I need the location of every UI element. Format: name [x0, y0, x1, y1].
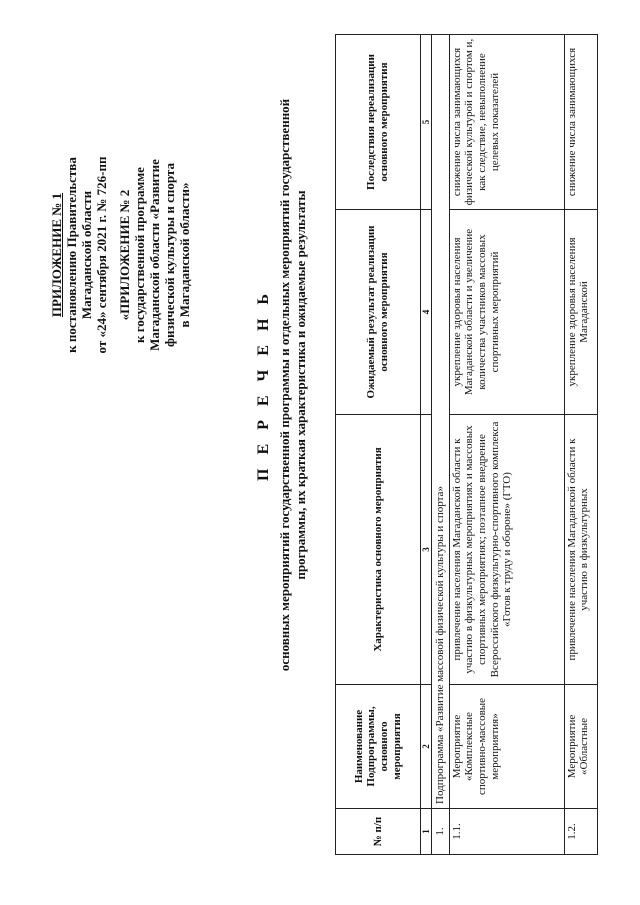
table-row	[564, 35, 597, 855]
column-number: 3	[421, 415, 432, 685]
program-line-4: в Магаданской области»	[176, 182, 192, 328]
row-result: укрепление здоровья населения Магаданской	[564, 210, 597, 415]
row-characteristic: привлечение населения Магаданской области к участию в физкультурных	[564, 415, 597, 685]
subprogram-name: Подпрограмма «Развитие массовой физической культуры и спорта»	[432, 35, 450, 809]
row-number: 1.2.	[564, 809, 597, 855]
appendix2-title: «ПРИЛОЖЕНИЕ № 2	[116, 189, 132, 321]
row-result: укрепление здоровья населения Магаданской области и увеличение количества участников массовых спортивных мероприятий	[449, 210, 564, 415]
appendix-header	[50, 35, 192, 475]
row-name: Мероприятие «Областные	[564, 685, 597, 809]
document-title: П Е Р Е Ч Е Н Ь	[255, 289, 272, 481]
header-cell-name: Наименование Подпрограммы, основного мероприятия	[336, 685, 421, 809]
measures-table	[335, 34, 598, 855]
table-header-row	[336, 35, 421, 855]
resolution-line-2: Магаданской области	[78, 190, 94, 320]
header-cell-characteristic: Характеристика основного мероприятия	[336, 415, 421, 685]
column-number: 2	[421, 685, 432, 809]
subprogram-row	[432, 35, 450, 855]
column-number: 4	[421, 210, 432, 415]
row-consequence: снижение числа занимающихся физической культурой и спортом и, как следствие, невыполнение целевых показателей	[449, 35, 564, 210]
header-cell-consequence: Последствия нереализации основного мероприятия	[336, 35, 421, 210]
document-subtitle-1: основных мероприятий государственной программы и отдельных мероприятий государственной	[277, 98, 292, 672]
column-number-row	[421, 35, 432, 855]
resolution-date: от «24» сентября 2021 г. № 726-пп	[93, 156, 109, 354]
appendix-title: ПРИЛОЖЕНИЕ № 1	[49, 192, 64, 318]
row-name: Мероприятие «Комплексные спортивно-массовые мероприятия»	[449, 685, 564, 809]
table-row	[449, 35, 564, 855]
document-title-block	[255, 15, 308, 755]
column-number: 1	[421, 809, 432, 855]
document-subtitle-2: программы, их краткая характеристика и ожидаемые результаты	[292, 190, 308, 580]
column-number: 5	[421, 35, 432, 210]
header-cell-result: Ожидаемый результат реализации основного мероприятия	[336, 210, 421, 415]
rotated-page	[20, 15, 620, 875]
program-line-2: Магаданской области «Развитие	[146, 159, 162, 351]
program-line-1: к государственной программе	[131, 167, 147, 343]
header-cell-num: № п/п	[336, 809, 421, 855]
row-characteristic: привлечение населения Магаданской области к участию в физкультурных мероприятиях и массовых спортивных мероприятиях; поэтапное внедрение Всероссийского физкультурно-спортивного комплекса «Готов к труду и обороне» (ГТО)	[449, 415, 564, 685]
program-line-3: физической культуры и спорта	[161, 163, 177, 347]
row-number: 1.1.	[449, 809, 564, 855]
resolution-line-1: к постановлению Правительства	[63, 157, 79, 353]
row-consequence: снижение числа занимающихся	[564, 35, 597, 210]
subprogram-number: 1.	[432, 809, 450, 855]
